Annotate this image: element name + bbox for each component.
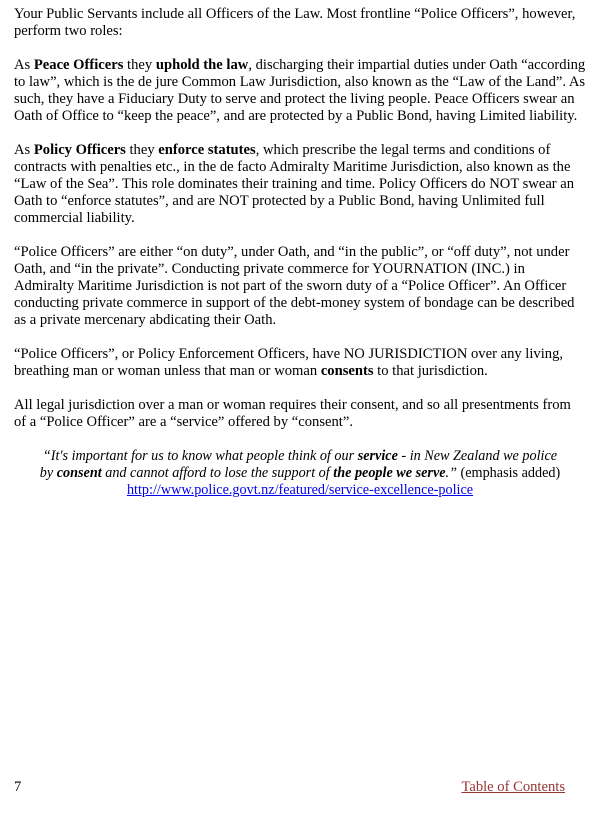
quote-text: .” [445,465,457,481]
quote-text: “It's important for us to know what people think of our [42,448,358,464]
text-run: they [125,142,159,158]
text-run: , which prescribe the legal terms and conditions of contracts with penalties etc., in the de facto Admiralty Maritime Jurisdiction, also known as the “Law of the Sea”. This role dominates their training and time. Policy Officers do NOT swear an Oath to “enforce statutes”, and are NOT protected by a Public Bond, having Unlimited full commercial liability. [14,142,575,226]
intro-paragraph: Your Public Servants include all Officers of the Law. Most frontline “Police Officers”, however, perform two roles: [14,6,576,39]
text-run: to that jurisdiction. [373,363,488,379]
quote-line-3 [14,482,586,499]
bold-term-peace-officers: Peace Officers [33,57,124,73]
page-number: 7 [14,779,22,795]
text-run: , discharging their impartial duties under Oath “according to law”, which is the de jure Common Law Jurisdiction, also known as the “Law of the Land”. As such, they have a Fiduciary Duty to serve and protect the living people. Peace Officers swear an Oath of Office to “keep the peace”, and are protected by a Public Bond, having Limited liability. [14,57,586,124]
quote-line-2 [14,465,586,482]
quote-text: - in New Zealand we police [397,448,558,464]
police-url-link[interactable]: http://www.police.govt.nz/featured/service-excellence-police [126,482,474,498]
bold-term-policy-officers: Policy Officers [33,142,126,158]
text-run: As [14,142,34,158]
text-run: As [14,57,34,73]
quote-bold-consent: consent [56,465,102,481]
quote-text: by [39,465,57,481]
emphasis-note: (emphasis added) [456,465,561,481]
policy-officers-paragraph [14,142,586,227]
quote-text: and cannot afford to lose the support of [101,465,334,481]
bold-term-consents: consents [320,363,374,379]
text-run: “Police Officers”, or Policy Enforcement Officers, have NO JURISDICTION over any living, breathing man or woman unless that man or woman [14,346,564,379]
peace-officers-paragraph [14,57,586,125]
quote-bold-people-we-serve: the people we serve [333,465,446,481]
table-of-contents-link[interactable]: Table of Contents [461,779,565,795]
quote-bold-service: service [357,448,398,464]
duty-paragraph: “Police Officers” are either “on duty”, under Oath, and “in the public”, or “off duty”, not under Oath, and “in the private”. Conducting private commerce for YOURNATION (INC.) in Admiralty Maritime Jurisdiction is not part of the sworn duty of a “Police Officer”. An Officer conducting private commerce in support of the debt-money system of bondage can be described as a private mercenary abdicating their Oath. [14,244,575,328]
jurisdiction-paragraph [14,346,586,380]
document-page [14,6,586,499]
bold-term-uphold-the-law: uphold the law [155,57,249,73]
text-run: they [123,57,156,73]
police-quote [14,448,586,499]
bold-term-enforce-statutes: enforce statutes [158,142,256,158]
consent-paragraph: All legal jurisdiction over a man or woman requires their consent, and so all presentments from of a “Police Officer” are a “service” offered by “consent”. [14,397,571,430]
quote-line-1 [14,448,586,465]
